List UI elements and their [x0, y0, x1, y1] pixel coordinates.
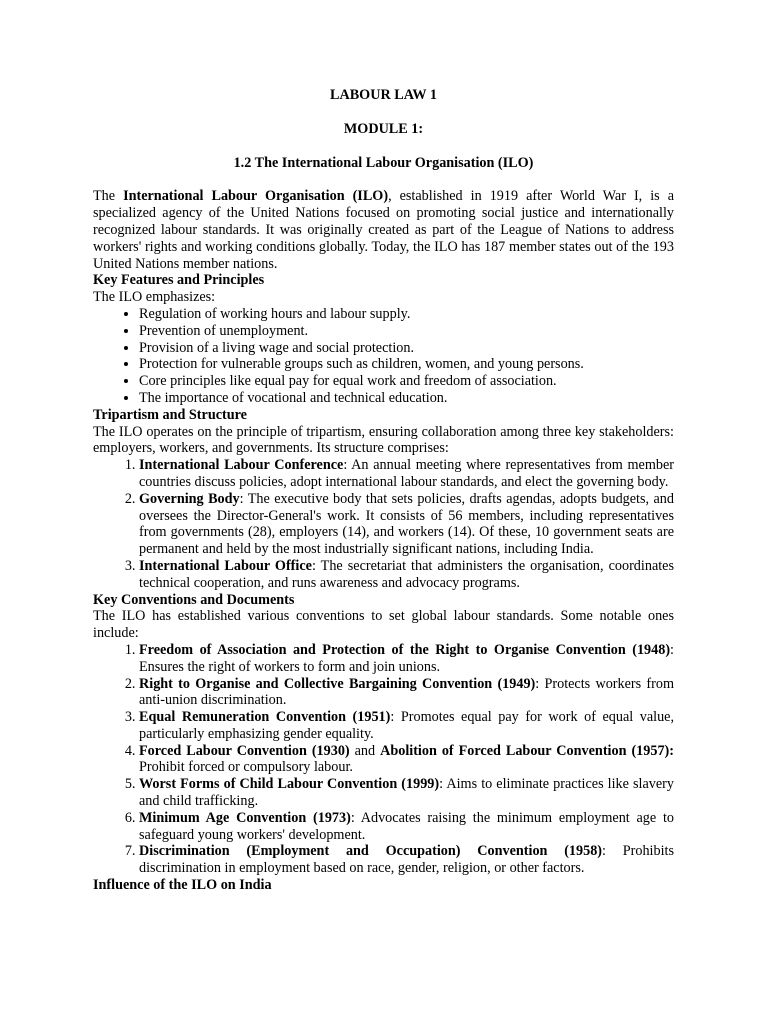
item-bold: Discrimination (Employment and Occupation) Convention (1958): [139, 843, 603, 860]
key-features-lead: The ILO emphasizes:: [93, 289, 216, 306]
item-text: : The executive body that sets policies, drafts agendas, adopts budgets, and oversees the Director-General's work. It consists of 56 members, including representatives from governments (28), employers (14), and workers (14). Of these, 10 government seats are permanent and held by the most industrially significant nations, including India.: [139, 490, 674, 558]
list-item: • Prevention of unemployment.: [139, 323, 674, 340]
section-title: 1.2 The International Labour Organisation (ILO): [233, 154, 534, 171]
item-text: : Advocates raising the minimum employment age to safeguard young workers' development.: [139, 809, 674, 843]
list-item: • Protection for vulnerable groups such as children, women, and young persons.: [139, 356, 674, 373]
tripartism-list: [93, 457, 674, 591]
list-item: • Provision of a living wage and social protection.: [139, 340, 674, 357]
intro-post: , established in 1919 after World War I, is a specialized agency of the United Nations focused on promoting social justice and internationally recognized labour standards. It was originally created as part of the League of Nations to address workers' rights and working conditions globally. Today, the ILO has 187 member states out of the 193 United Nations member nations.: [93, 188, 675, 272]
item-bold: Governing Body: [139, 490, 240, 507]
item-bold: Equal Remuneration Convention (1951): [139, 709, 391, 726]
list-item: [139, 810, 674, 844]
item-text: : Aims to eliminate practices like slavery and child trafficking.: [139, 776, 674, 810]
list-item: • Core principles like equal pay for equal work and freedom of association.: [139, 373, 674, 390]
item-bold: Forced Labour Convention (1930): [139, 742, 350, 759]
tripartism-lead: The ILO operates on the principle of tripartism, ensuring collaboration among three key stakeholders: employers, workers, and governments. Its structure comprises:: [93, 423, 674, 457]
item-text: : An annual meeting where representatives from member countries discuss policies, adopt international labour standards, and elect the governing body.: [139, 457, 674, 490]
list-item: [139, 709, 674, 743]
item-bold: Right to Organise and Collective Bargaining Convention (1949): [139, 675, 536, 692]
list-item: [139, 776, 674, 810]
list-item: [139, 843, 674, 877]
item-bold: Minimum Age Convention (1973): [139, 809, 351, 826]
module-title: MODULE 1:: [343, 120, 424, 137]
item-bold: Worst Forms of Child Labour Convention (1999): [139, 776, 440, 793]
item-bold-2: Abolition of Forced Labour Convention (1957):: [380, 742, 674, 759]
intro-pre: The: [93, 188, 124, 205]
list-item: [139, 558, 674, 592]
item-mid: and: [349, 742, 381, 759]
item-text: Prohibit forced or compulsory labour.: [139, 759, 353, 776]
document-title: LABOUR LAW 1: [330, 87, 437, 103]
conventions-heading: Key Conventions and Documents: [93, 591, 295, 608]
conventions-list: [93, 642, 674, 877]
item-text: : Protects workers from anti-union discrimination.: [139, 675, 675, 709]
list-item: [139, 676, 674, 710]
conventions-lead: The ILO has established various conventions to set global labour standards. Some notable ones include:: [93, 608, 674, 642]
item-text: : Prohibits discrimination in employment based on race, gender, religion, or other factors.: [139, 843, 674, 877]
key-features-heading: Key Features and Principles: [93, 272, 265, 289]
list-item: [139, 642, 674, 676]
tripartism-heading: Tripartism and Structure: [93, 406, 247, 423]
intro-bold: International Labour Organisation (ILO): [123, 188, 389, 205]
influence-heading: Influence of the ILO on India: [93, 877, 272, 894]
list-item: • Regulation of working hours and labour supply.: [139, 306, 674, 323]
list-item: [139, 743, 674, 777]
item-bold: Freedom of Association and Protection of the Right to Organise Convention (1948): [139, 641, 671, 658]
intro-paragraph: [93, 188, 674, 272]
document-page: [93, 87, 674, 894]
key-features-list: [93, 306, 674, 407]
item-bold: International Labour Conference: [139, 457, 344, 474]
item-text: : Promotes equal pay for work of equal value, particularly emphasizing gender equality.: [139, 709, 675, 742]
item-text: : The secretariat that administers the organisation, coordinates technical cooperation, and runs awareness and advocacy programs.: [139, 557, 674, 591]
list-item: [139, 491, 674, 558]
item-text: : Ensures the right of workers to form and join unions.: [139, 641, 674, 675]
item-bold: International Labour Office: [139, 557, 312, 574]
list-item: [139, 457, 674, 491]
list-item: • The importance of vocational and technical education.: [139, 390, 674, 407]
